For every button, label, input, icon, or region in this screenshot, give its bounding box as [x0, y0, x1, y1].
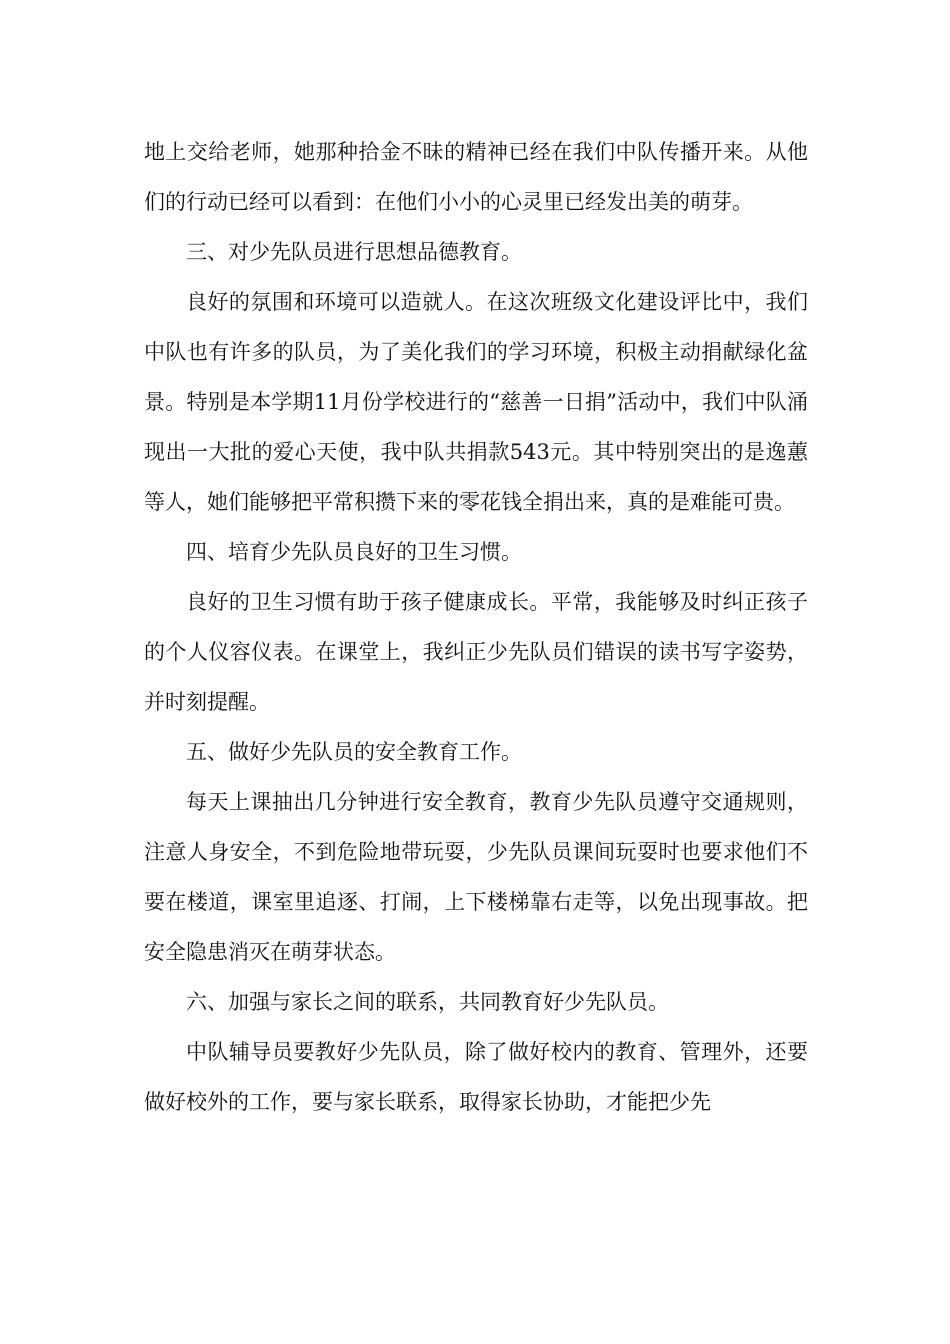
document-page: [144, 127, 808, 1127]
section-heading: 四、培育少先队员良好的卫生习惯。: [186, 540, 522, 564]
section-heading: 五、做好少先队员的安全教育工作。: [186, 740, 522, 764]
body-paragraph: 良好的卫生习惯有助于孩子健康成长。平常，我能够及时纠正孩子的个人仪容仪表。在课堂上，我纠正少先队员们错误的读书写字姿势，并时刻提醒。: [144, 590, 808, 714]
body-paragraph: 每天上课抽出几分钟进行安全教育，教育少先队员遵守交通规则，注意人身安全，不到危险地带玩耍，少先队员课间玩耍时也要求他们不要在楼道，课室里追逐、打闹，上下楼梯靠右走等，以免出现事故。把安全隐患消灭在萌芽状态。: [144, 790, 808, 964]
body-paragraph: 中队辅导员要教好少先队员，除了做好校内的教育、管理外，还要做好校外的工作，要与家长联系，取得家长协助，才能把少先: [144, 1040, 808, 1114]
section-heading: 六、加强与家长之间的联系，共同教育好少先队员。: [186, 990, 669, 1014]
body-paragraph: 地上交给老师，她那种拾金不昧的精神已经在我们中队传播开来。从他们的行动已经可以看到：在他们小小的心灵里已经发出美的萌芽。: [144, 140, 808, 214]
section-heading: 三、对少先队员进行思想品德教育。: [186, 240, 522, 264]
body-paragraph: 良好的氛围和环境可以造就人。在这次班级文化建设评比中，我们中队也有许多的队员，为了美化我们的学习环境，积极主动捐献绿化盆景。特别是本学期11月份学校进行的“慈善一日捐”活动中，我们中队涌现出一大批的爱心天使，我中队共捐款543元。其中特别突出的是逸蕙等人，她们能够把平常积攒下来的零花钱全捐出来，真的是难能可贵。: [144, 290, 808, 514]
